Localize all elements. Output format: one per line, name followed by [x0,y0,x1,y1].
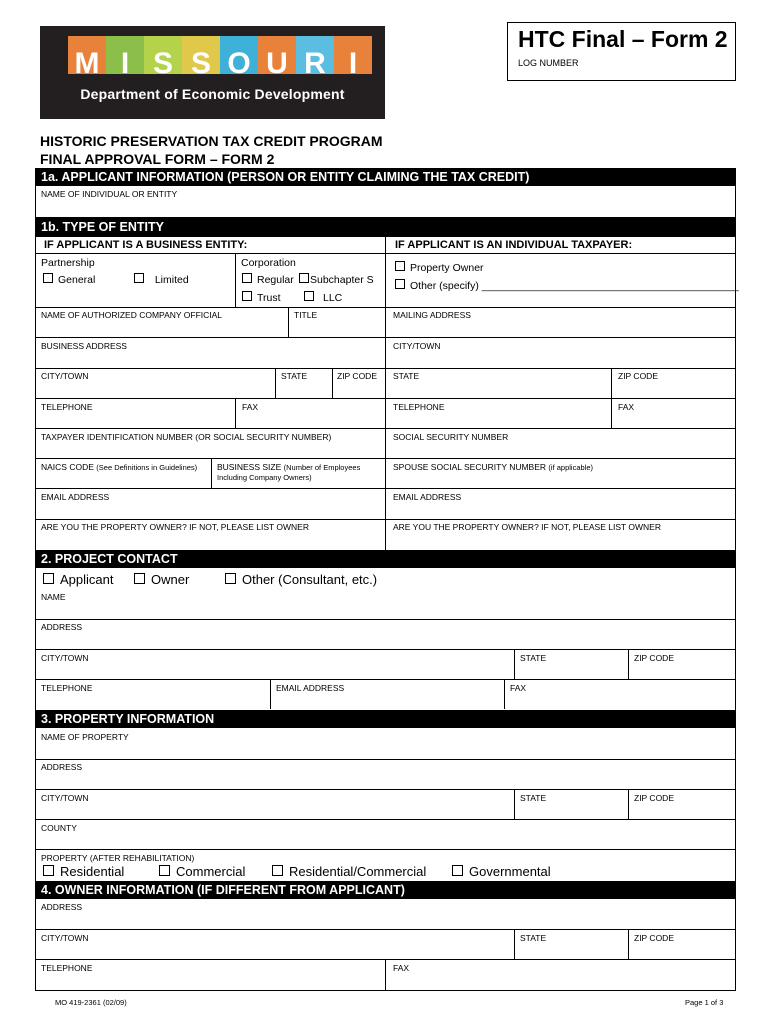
state-label: STATE [281,371,308,381]
trust-label: Trust [257,292,281,304]
corporation-label: Corporation [241,257,296,269]
right-fax-label: FAX [618,402,635,412]
fax-label: FAX [242,402,259,412]
partnership-label: Partnership [41,257,95,269]
log-number-label: LOG NUMBER [518,58,579,68]
county-label: COUNTY [41,823,77,833]
authorized-official-label: NAME OF AUTHORIZED COMPANY OFFICIAL [41,310,223,320]
commercial-checkbox[interactable] [159,864,245,879]
residential-checkbox[interactable] [43,864,124,879]
other-specify-checkbox[interactable] [395,279,739,292]
business-size-note: Including Company Owners) [217,473,312,482]
general-checkbox[interactable] [43,273,95,286]
business-entity-header: IF APPLICANT IS A BUSINESS ENTITY: [44,239,248,251]
property-owner-checkbox[interactable] [395,261,484,274]
checkbox-icon [395,279,405,289]
owner-zip-label: ZIP CODE [634,933,674,943]
section-2-header: 2. PROJECT CONTACT [36,550,735,568]
residential-commercial-label: Residential/Commercial [289,864,427,879]
regular-label: Regular [257,274,294,286]
owner-telephone-label: TELEPHONE [41,963,93,973]
property-after-rehab-label: PROPERTY (AFTER REHABILITATION) [41,853,195,863]
checkbox-icon [43,865,54,876]
contact-address-label: ADDRESS [41,622,83,632]
owner-label: Owner [151,572,190,587]
mailing-address-label: MAILING ADDRESS [393,310,471,320]
trust-checkbox[interactable] [242,291,281,304]
section-3-header: 3. PROPERTY INFORMATION [36,710,735,728]
subchapter-s-label: Subchapter S [310,274,374,286]
business-address-label: BUSINESS ADDRESS [41,341,127,351]
right-email-label: EMAIL ADDRESS [393,492,462,502]
contact-name-label: NAME [41,592,66,602]
email-label: EMAIL ADDRESS [41,492,110,502]
contact-fax-label: FAX [510,683,527,693]
checkbox-icon [134,273,144,283]
checkbox-icon [272,865,283,876]
business-size-label: BUSINESS SIZE (Number of Employees [217,462,361,472]
checkbox-icon [452,865,463,876]
checkbox-icon [299,273,309,283]
checkbox-icon [43,273,53,283]
applicant-checkbox[interactable] [43,572,113,587]
logo-subtitle: Department of Economic Development [80,86,345,102]
name-of-individual-label: NAME OF INDIVIDUAL OR ENTITY [41,189,178,199]
owner-address-label: ADDRESS [41,902,83,912]
logo-tile: U [258,36,296,74]
contact-state-label: STATE [520,653,547,663]
logo-tile: O [220,36,258,74]
contact-telephone-label: TELEPHONE [41,683,93,693]
right-telephone-label: TELEPHONE [393,402,445,412]
form-heading: FINAL APPROVAL FORM – FORM 2 [40,151,275,167]
checkbox-icon [242,273,252,283]
ssn-label: SOCIAL SECURITY NUMBER [393,432,509,442]
contact-email-label: EMAIL ADDRESS [276,683,345,693]
logo-tile: S [144,36,182,74]
commercial-label: Commercial [176,864,246,879]
owner-checkbox[interactable] [134,572,189,587]
checkbox-icon [159,865,170,876]
individual-taxpayer-header: IF APPLICANT IS AN INDIVIDUAL TAXPAYER: [395,239,633,251]
logo-tile: R [296,36,334,74]
taxpayer-id-label: TAXPAYER IDENTIFICATION NUMBER (OR SOCIAL SECURITY NUMBER) [41,432,332,442]
property-state-label: STATE [520,793,547,803]
other-consultant-checkbox[interactable] [225,572,377,587]
owner-state-label: STATE [520,933,547,943]
telephone-label: TELEPHONE [41,402,93,412]
checkbox-icon [304,291,314,301]
application-form [35,168,739,991]
right-city-town-label: CITY/TOWN [393,341,441,351]
contact-zip-label: ZIP CODE [634,653,674,663]
owner-fax-label: FAX [393,963,410,973]
missouri-logo [40,26,385,119]
owner-city-town-label: CITY/TOWN [41,933,89,943]
logo-tile: I [106,36,144,74]
section-1b-header: 1b. TYPE OF ENTITY [36,217,735,237]
llc-label: LLC [323,292,343,304]
applicant-label: Applicant [60,572,114,587]
checkbox-icon [242,291,252,301]
section-1a-header: 1a. APPLICANT INFORMATION (PERSON OR ENTITY CLAIMING THE TAX CREDIT) [36,169,735,186]
right-property-owner-question: ARE YOU THE PROPERTY OWNER? IF NOT, PLEASE LIST OWNER [393,522,661,532]
name-of-property-label: NAME OF PROPERTY [41,732,129,742]
form-title: HTC Final – Form 2 [518,26,728,52]
title-label: TITLE [294,310,318,320]
other-consultant-label: Other (Consultant, etc.) [242,572,378,587]
property-owner-question: ARE YOU THE PROPERTY OWNER? IF NOT, PLEASE LIST OWNER [41,522,309,532]
section-4-header: 4. OWNER INFORMATION (IF DIFFERENT FROM APPLICANT) [36,881,735,899]
general-label: General [58,274,96,286]
logo-tile: M [68,36,106,74]
program-heading: HISTORIC PRESERVATION TAX CREDIT PROGRAM [40,133,383,149]
subchapter-s-checkbox[interactable] [299,273,374,286]
checkbox-icon [43,573,54,584]
applicant-name-field[interactable] [41,200,731,214]
logo-tile: I [334,36,372,74]
naics-label: NAICS CODE (See Definitions in Guidelines) [41,462,198,472]
zip-code-label: ZIP CODE [337,371,377,381]
llc-checkbox[interactable] [304,291,342,304]
property-zip-label: ZIP CODE [634,793,674,803]
property-city-town-label: CITY/TOWN [41,793,89,803]
property-address-label: ADDRESS [41,762,83,772]
other-specify-label: Other (specify) ____________________________________________ [410,280,739,292]
property-owner-label: Property Owner [410,262,484,274]
governmental-label: Governmental [469,864,551,879]
right-zip-code-label: ZIP CODE [618,371,658,381]
form-number: MO 419-2361 (02/09) [55,998,127,1007]
residential-commercial-checkbox[interactable] [272,864,426,879]
checkbox-icon [395,261,405,271]
regular-checkbox[interactable] [242,273,294,286]
contact-city-town-label: CITY/TOWN [41,653,89,663]
logo-tile: S [182,36,220,74]
checkbox-icon [134,573,145,584]
right-state-label: STATE [393,371,420,381]
spouse-ssn-label: SPOUSE SOCIAL SECURITY NUMBER (if applicable) [393,462,594,472]
checkbox-icon [225,573,236,584]
residential-label: Residential [60,864,125,879]
city-town-label: CITY/TOWN [41,371,89,381]
page-number: Page 1 of 3 [685,998,724,1007]
governmental-checkbox[interactable] [452,864,551,879]
form-title-box [507,22,736,81]
limited-label: Limited [154,274,189,286]
limited-checkbox[interactable] [134,273,189,286]
